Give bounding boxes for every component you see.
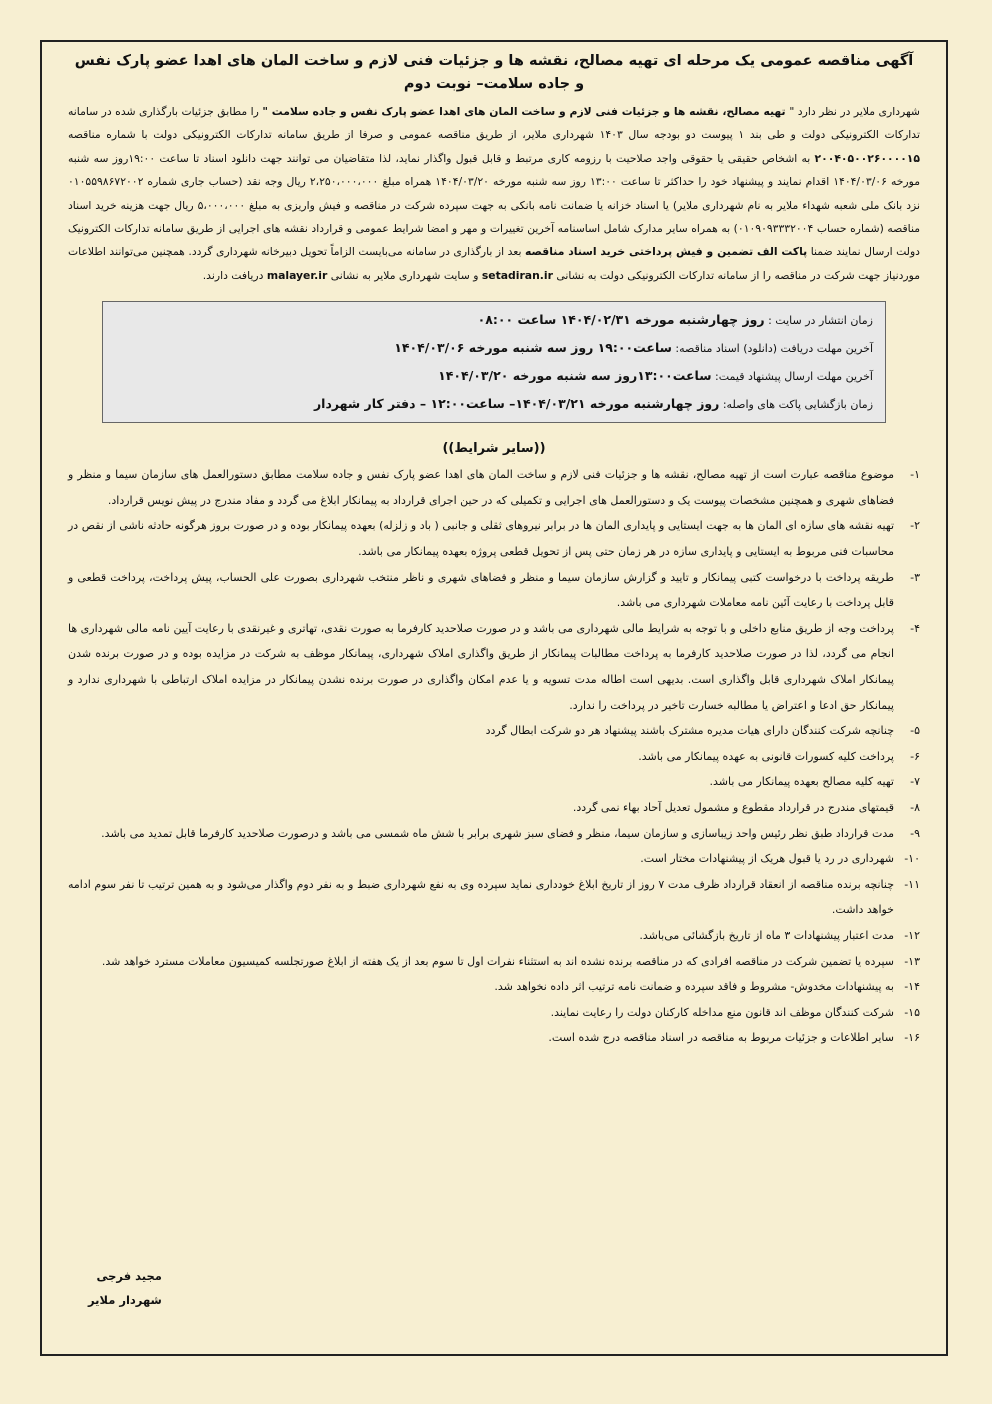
condition-item <box>68 769 920 795</box>
intro-text: و سایت شهرداری ملایر به نشانی <box>327 268 482 282</box>
condition-text: سایر اطلاعات و جزئیات مربوط به مناقصه در اسناد مناقصه درج شده است. <box>548 1031 894 1045</box>
condition-item <box>68 565 920 616</box>
condition-text: تهیه کلیه مصالح بعهده پیمانکار می باشد. <box>709 775 894 789</box>
condition-text: مدت قرارداد طبق نظر رئیس واحد زیباسازی و سازمان سیما، منظر و فضای سبز شهری برابر با شش ماه شمسی می باشد و درصورت صلاحدید کارفرما قابل تمدید می باشد. <box>101 826 894 840</box>
condition-number: ۱۵- <box>904 1005 920 1019</box>
condition-number: ۲- <box>910 519 920 533</box>
condition-number: ۱۶- <box>904 1031 920 1045</box>
condition-item <box>68 744 920 770</box>
condition-text: قیمتهای مندرج در قرارداد مقطوع و مشمول تعدیل آحاد بهاء نمی گردد. <box>572 800 894 814</box>
condition-item <box>68 872 920 923</box>
schedule-label: زمان انتشار در سایت : <box>764 314 873 328</box>
schedule-label: آخرین مهلت دریافت (دانلود) اسناد مناقصه: <box>671 342 873 356</box>
condition-item <box>68 923 920 949</box>
condition-text: شهرداری در رد یا قبول هریک از پیشنهادات مختار است. <box>640 852 894 866</box>
condition-item <box>68 974 920 1000</box>
condition-text: پرداخت وجه از طریق منابع داخلی و با توجه به شرایط مالی شهرداری می باشد و در صورت صلاحدید کارفرما به صورت نقدی، تهاتری و غیرنقدی با رعایت آیین نامه مالی شهرداری ها انجام می گردد، لذا در صورت صلاحدید کارفرما به پرداخت مطالبات پیمانکار از طریق واگذاری املاک شهرداری، پیمانکار موظف به شرکت در مزایده بوده و در صورت برنده شدن پیمانکار املاک شهرداری قابل واگذاری است. بدیهی است اطاله مدت تسویه و یا عدم امکان واگذاری در صورت برنده نشدن پیمانکار در مزایده املاک ارتباطی با شهرداری ندارد و پیمانکار حق ادعا و اعتراض یا مطالبه خسارت تاخیر در پرداخت را ندارد. <box>68 621 894 712</box>
condition-number: ۳- <box>910 570 920 584</box>
condition-text: طریقه پرداخت با درخواست کتبی پیمانکار و تایید و گزارش سازمان سیما و منظر و فضاهای شهری و ناظر منتخب شهرداری بصورت علی الحساب، پیش پرداخت، پرداخت قطعی و قابل پرداخت با رعایت آئین نامه معاملات شهرداری می باشد. <box>68 570 894 610</box>
schedule-value: روز چهارشنبه مورخه ۱۴۰۴/۰۳/۲۱– ساعت۱۲:۰۰ – دفتر کار شهردار <box>313 396 720 412</box>
conditions-list <box>68 462 920 1051</box>
condition-text: چنانچه شرکت کنندگان دارای هیات مدیره مشترک باشند پیشنهاد هر دو شرکت ابطال گردد <box>485 724 894 738</box>
condition-item <box>68 462 920 513</box>
condition-number: ۱۰- <box>904 852 920 866</box>
condition-text: به پیشنهادات مخدوش- مشروط و فاقد سپرده و ضمانت نامه ترتیب اثر داده نخواهد شد. <box>494 980 894 994</box>
condition-number: ۱۱- <box>904 877 920 891</box>
condition-number: ۸- <box>910 800 920 814</box>
condition-text: چنانچه برنده مناقصه از انعقاد قرارداد ظرف مدت ۷ روز از تاریخ ابلاغ خودداری نماید سپرده وی به نفع شهرداری ضبط و به نفر دوم واگذار می‌شود و به همین ترتیب تا نفر سوم ادامه خواهد داشت. <box>68 877 894 917</box>
intro-text: دریافت دارند. <box>202 268 267 282</box>
schedule-label: زمان بازگشایی پاکت های واصله: <box>719 398 873 412</box>
condition-number: ۱۲- <box>904 928 920 942</box>
condition-number: ۵- <box>910 724 920 738</box>
notice-title: آگهی مناقصه عمومی یک مرحله ای تهیه مصالح، نقشه ها و جزئیات فنی لازم و ساخت المان های اهدا عضو پارک نفس و جاده سلامت– نوبت دوم <box>74 53 914 92</box>
project-name: تهیه مصالح، نقشه ها و جزئیات فنی لازم و ساخت المان های اهدا عضو پارک نفس و جاده سلامت " <box>262 105 790 118</box>
condition-item <box>68 718 920 744</box>
schedule-row <box>115 306 873 334</box>
condition-item <box>68 821 920 847</box>
condition-number: ۱۴- <box>904 980 920 994</box>
condition-text: شرکت کنندگان موظف اند قانون منع مداخله کارکنان دولت را رعایت نمایند. <box>550 1005 894 1019</box>
conditions-heading: ((سایر شرایط)) <box>442 441 546 457</box>
condition-text: پرداخت کلیه کسورات قانونی به عهده پیمانکار می باشد. <box>638 749 894 763</box>
condition-number: ۴- <box>910 621 920 635</box>
notice-frame <box>40 40 948 1356</box>
signature-block <box>88 1264 162 1312</box>
condition-text: تهیه نقشه های سازه ای المان ها به جهت ایستایی و پایداری المان ها در برابر نیروهای ثقلی و جانبی ( باد و زلزله) بعهده پیمانکار بوده و در صورت بروز هرگونه حادثه ناشی از نقص در محاسبات فنی مربوط به ایستایی و پایداری سازه در هر زمان حتی پس از تحویل قطعی پروژه بعهده پیمانکار می باشد. <box>68 519 894 559</box>
condition-number: ۹- <box>910 826 920 840</box>
condition-item <box>68 949 920 975</box>
schedule-row <box>115 362 873 390</box>
schedule-box <box>102 301 886 423</box>
intro-paragraph <box>68 100 920 287</box>
condition-number: ۶- <box>910 749 920 763</box>
signer-name: مجید فرجی <box>96 1269 162 1283</box>
intro-text: شهرداری ملایر در نظر دارد " <box>789 105 920 118</box>
signer-role: شهردار ملایر <box>88 1293 162 1307</box>
malayer-link[interactable]: malayer.ir <box>266 268 328 282</box>
condition-text: مدت اعتبار پیشنهادات ۳ ماه از تاریخ بازگشائی می‌باشد. <box>639 928 894 942</box>
condition-number: ۱۳- <box>904 954 920 968</box>
condition-text: موضوع مناقصه عبارت است از تهیه مصالح، نقشه ها و جزئیات فنی لازم و ساخت المان های اهدا عضو پارک نفس و جاده سلامت مطابق دستورالعمل های سازمان سیما و منظر و فضاهای شهری و همچنین مشخصات پیوست یک و دستورالعمل های اجرایی و تکمیلی که در حین اجرای قرارداد به پیمانکار ابلاغ می گردد و مفاد مندرج در پیش نویس قرارداد. <box>68 468 894 507</box>
condition-item <box>68 513 920 564</box>
schedule-value: روز چهارشنبه مورخه ۱۴۰۴/۰۲/۳۱ ساعت ۰۸:۰۰ <box>477 312 765 328</box>
tender-number: ۲۰۰۴۰۵۰۰۲۶۰۰۰۰۱۵ <box>814 151 920 165</box>
condition-item <box>68 795 920 821</box>
schedule-value: ساعت۱۳:۰۰روز سه شنبه مورخه ۱۴۰۴/۰۳/۲۰ <box>438 368 712 384</box>
condition-text: سپرده یا تضمین شرکت در مناقصه افرادی که در مناقصه برنده نشده اند به استثناء نفرات اول تا سوم بعد از یک هفته از ابلاغ صورتجلسه کمیسیون معاملات مسترد خواهد شد. <box>101 954 894 968</box>
condition-item <box>68 846 920 872</box>
condition-item <box>68 616 920 718</box>
envelope-note: پاکت الف تضمین و فیش پرداختی خرید اسناد مناقصه <box>525 245 808 259</box>
schedule-value: ساعت۱۹:۰۰ روز سه شنبه مورخه ۱۴۰۴/۰۳/۰۶ <box>394 340 672 356</box>
condition-number: ۱- <box>910 468 920 482</box>
schedule-row <box>115 334 873 362</box>
schedule-row <box>115 390 873 418</box>
condition-item <box>68 1025 920 1051</box>
condition-item <box>68 1000 920 1026</box>
condition-number: ۷- <box>910 775 920 789</box>
intro-text: را مطابق جزئیات بارگذاری شده در سامانه تدارکات الکترونیکی دولت و طی بند ۱ پیوست دو بودجه سال ۱۴۰۳ شهرداری ملایر، از طریق مناقصه عمومی و صرفا از طریق سامانه تدارکات الکترونیکی دولت با شماره مناقصه <box>68 105 920 142</box>
intro-text: به اشخاص حقیقی یا حقوقی واجد صلاحیت با رزومه کاری مرتبط و قابل قبول واگذار نماید، لذا متقاضیان می توانند جهت دانلود اسناد تا ساعت ۱۹:۰۰روز سه شنبه مورخه ۱۴۰۴/۰۳/۰۶ اقدام نمایند و پیشنهاد خود را حداکثر تا ساعت ۱۳:۰۰ روز سه شنبه مورخه ۱۴۰۴/۰۳/۲۰ همراه مبلغ ۲،۲۵۰،۰۰۰،۰۰۰ ریال وجه نقد (حساب جاری شماره ۰۱۰۵۵۹۸۶۷۲۰۰۲ نزد بانک ملی شعبه شهداء ملایر به نام شهرداری ملایر) یا اسناد خزانه یا ضمانت نامه بانکی به جهت سپرده شرکت در مناقصه و فیش واریزی به مبلغ ۵،۰۰۰،۰۰۰ ریال جهت هزینه خرید اسناد مناقصه (شماره حساب ۰۱۰۹۰۹۳۳۳۲۰۰۴) به همراه سایر مدارک شامل اساسنامه آخرین تغییرات و مهر و امضا شرایط عمومی و قرارداد نقشه های اجرایی از طریق سامانه تدارکات الکترونیک دولت ارسال نمایند ضمنا <box>68 151 920 259</box>
schedule-label: آخرین مهلت ارسال پیشنهاد قیمت: <box>711 370 873 384</box>
intro-text: بعد از بارگذاری در سامانه می‌بایست الزاماً تحویل دبیرخانه شهرداری گردد. همچنین می‌توانند اطلاعات موردنیاز جهت شرکت در مناقصه را از سامانه تدارکات الکترونیکی دولت به نشانی <box>68 245 920 282</box>
setad-link[interactable]: setadiran.ir <box>481 268 553 282</box>
